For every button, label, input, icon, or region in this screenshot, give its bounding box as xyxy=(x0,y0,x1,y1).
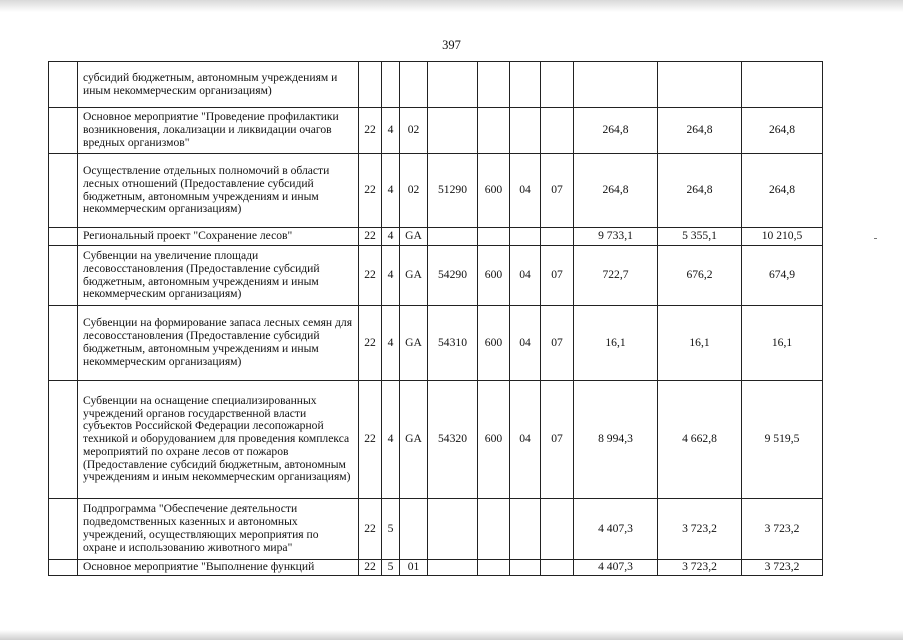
code-cell: 22 xyxy=(359,381,382,499)
page-number: 397 xyxy=(442,38,461,52)
table-row xyxy=(49,154,823,228)
table-row xyxy=(49,108,823,154)
code-cell: 04 xyxy=(510,246,541,306)
code-cell: 07 xyxy=(541,154,574,228)
sum-cell: 674,9 xyxy=(742,246,823,306)
sum-cell: 264,8 xyxy=(574,108,658,154)
empty-cell xyxy=(49,228,78,246)
code-cell xyxy=(478,560,510,576)
code-cell: 600 xyxy=(478,246,510,306)
empty-cell xyxy=(49,154,78,228)
code-cell: 54290 xyxy=(428,246,478,306)
code-cell xyxy=(510,108,541,154)
code-cell xyxy=(478,62,510,108)
code-cell: 51290 xyxy=(428,154,478,228)
sum-cell xyxy=(658,62,742,108)
code-cell: 07 xyxy=(541,306,574,381)
sum-cell: 8 994,3 xyxy=(574,381,658,499)
table-row xyxy=(49,246,823,306)
code-cell: 02 xyxy=(400,154,428,228)
sum-cell: 16,1 xyxy=(658,306,742,381)
code-cell xyxy=(541,499,574,560)
code-cell xyxy=(382,62,400,108)
code-cell: 22 xyxy=(359,228,382,246)
code-cell xyxy=(428,62,478,108)
table-row xyxy=(49,381,823,499)
sum-cell: 9 733,1 xyxy=(574,228,658,246)
sum-cell: 9 519,5 xyxy=(742,381,823,499)
empty-cell xyxy=(49,560,78,576)
empty-cell xyxy=(49,499,78,560)
code-cell: 4 xyxy=(382,306,400,381)
table-row xyxy=(49,228,823,246)
sum-cell: 264,8 xyxy=(742,108,823,154)
code-cell xyxy=(428,108,478,154)
code-cell xyxy=(510,499,541,560)
empty-cell xyxy=(49,108,78,154)
code-cell: 54310 xyxy=(428,306,478,381)
empty-cell xyxy=(49,62,78,108)
sum-cell: 264,8 xyxy=(574,154,658,228)
sum-cell: 4 407,3 xyxy=(574,499,658,560)
table-row xyxy=(49,62,823,108)
sum-cell: 10 210,5 xyxy=(742,228,823,246)
code-cell: 22 xyxy=(359,246,382,306)
code-cell: 5 xyxy=(382,560,400,576)
code-cell: 54320 xyxy=(428,381,478,499)
code-cell: 22 xyxy=(359,560,382,576)
code-cell xyxy=(359,62,382,108)
code-cell: 22 xyxy=(359,306,382,381)
code-cell: 04 xyxy=(510,306,541,381)
table-row xyxy=(49,306,823,381)
row-name: субсидий бюджетным, автономным учреждениям и иным некоммерческим организациям) xyxy=(78,62,359,108)
code-cell: 07 xyxy=(541,246,574,306)
row-name: Региональный проект "Сохранение лесов" xyxy=(78,228,359,246)
row-name: Субвенции на формирование запаса лесных семян для лесовосстановления (Предоставление субсидий бюджетным, автономным учреждениям и иным некоммерческим организациям) xyxy=(78,306,359,381)
empty-cell xyxy=(49,381,78,499)
budget-table xyxy=(48,61,823,576)
code-cell: GA xyxy=(400,246,428,306)
code-cell xyxy=(400,62,428,108)
code-cell: 22 xyxy=(359,499,382,560)
code-cell: 4 xyxy=(382,154,400,228)
code-cell: 04 xyxy=(510,154,541,228)
sum-cell: 5 355,1 xyxy=(658,228,742,246)
code-cell: 4 xyxy=(382,381,400,499)
sum-cell: 264,8 xyxy=(742,154,823,228)
code-cell: 22 xyxy=(359,108,382,154)
sum-cell xyxy=(742,62,823,108)
code-cell: 4 xyxy=(382,108,400,154)
code-cell xyxy=(428,228,478,246)
row-name: Основное мероприятие "Проведение профилактики возникновения, локализации и ликвидации очагов вредных организмов" xyxy=(78,108,359,154)
table-row xyxy=(49,560,823,576)
sum-cell: 3 723,2 xyxy=(658,499,742,560)
code-cell xyxy=(478,228,510,246)
sum-cell: 676,2 xyxy=(658,246,742,306)
scan-mark xyxy=(874,238,877,239)
code-cell: 4 xyxy=(382,228,400,246)
code-cell xyxy=(510,62,541,108)
sum-cell: 264,8 xyxy=(658,154,742,228)
code-cell: 04 xyxy=(510,381,541,499)
scan-shadow-bottom xyxy=(0,630,903,640)
code-cell: 600 xyxy=(478,381,510,499)
sum-cell: 264,8 xyxy=(658,108,742,154)
code-cell: 600 xyxy=(478,306,510,381)
sum-cell: 4 662,8 xyxy=(658,381,742,499)
code-cell: 07 xyxy=(541,381,574,499)
row-name: Субвенции на оснащение специализированных учреждений органов государственной власти субъектов Российской Федерации лесопожарной техникой и оборудованием для проведения комплекса мероприятий по охране лесов от пожаров (Предоставление субсидий бюджетным, автономным учреждениям и иным некоммерческим организациям) xyxy=(78,381,359,499)
code-cell xyxy=(541,62,574,108)
sum-cell: 3 723,2 xyxy=(742,560,823,576)
table-row xyxy=(49,499,823,560)
sum-cell xyxy=(574,62,658,108)
code-cell: GA xyxy=(400,228,428,246)
code-cell: 01 xyxy=(400,560,428,576)
sum-cell: 3 723,2 xyxy=(658,560,742,576)
empty-cell xyxy=(49,306,78,381)
sum-cell: 4 407,3 xyxy=(574,560,658,576)
code-cell xyxy=(510,228,541,246)
code-cell xyxy=(478,499,510,560)
code-cell: GA xyxy=(400,306,428,381)
code-cell: 22 xyxy=(359,154,382,228)
row-name: Основное мероприятие "Выполнение функций xyxy=(78,560,359,576)
code-cell xyxy=(428,560,478,576)
sum-cell: 16,1 xyxy=(742,306,823,381)
code-cell: 5 xyxy=(382,499,400,560)
code-cell xyxy=(400,499,428,560)
row-name: Субвенции на увеличение площади лесовосстановления (Предоставление субсидий бюджетным, автономным учреждениям и иным некоммерческим организациям) xyxy=(78,246,359,306)
scan-shadow-top xyxy=(0,0,903,12)
code-cell xyxy=(541,228,574,246)
code-cell xyxy=(541,560,574,576)
code-cell: GA xyxy=(400,381,428,499)
sum-cell: 722,7 xyxy=(574,246,658,306)
sum-cell: 16,1 xyxy=(574,306,658,381)
code-cell: 600 xyxy=(478,154,510,228)
code-cell xyxy=(541,108,574,154)
row-name: Подпрограмма "Обеспечение деятельности подведомственных казенных и автономных учреждений, осуществляющих мероприятия по охране и использованию животного мира" xyxy=(78,499,359,560)
code-cell xyxy=(478,108,510,154)
code-cell: 4 xyxy=(382,246,400,306)
code-cell xyxy=(428,499,478,560)
empty-cell xyxy=(49,246,78,306)
sum-cell: 3 723,2 xyxy=(742,499,823,560)
code-cell: 02 xyxy=(400,108,428,154)
row-name: Осуществление отдельных полномочий в области лесных отношений (Предоставление субсидий бюджетным, автономным учреждениям и иным некоммерческим организациям) xyxy=(78,154,359,228)
code-cell xyxy=(510,560,541,576)
